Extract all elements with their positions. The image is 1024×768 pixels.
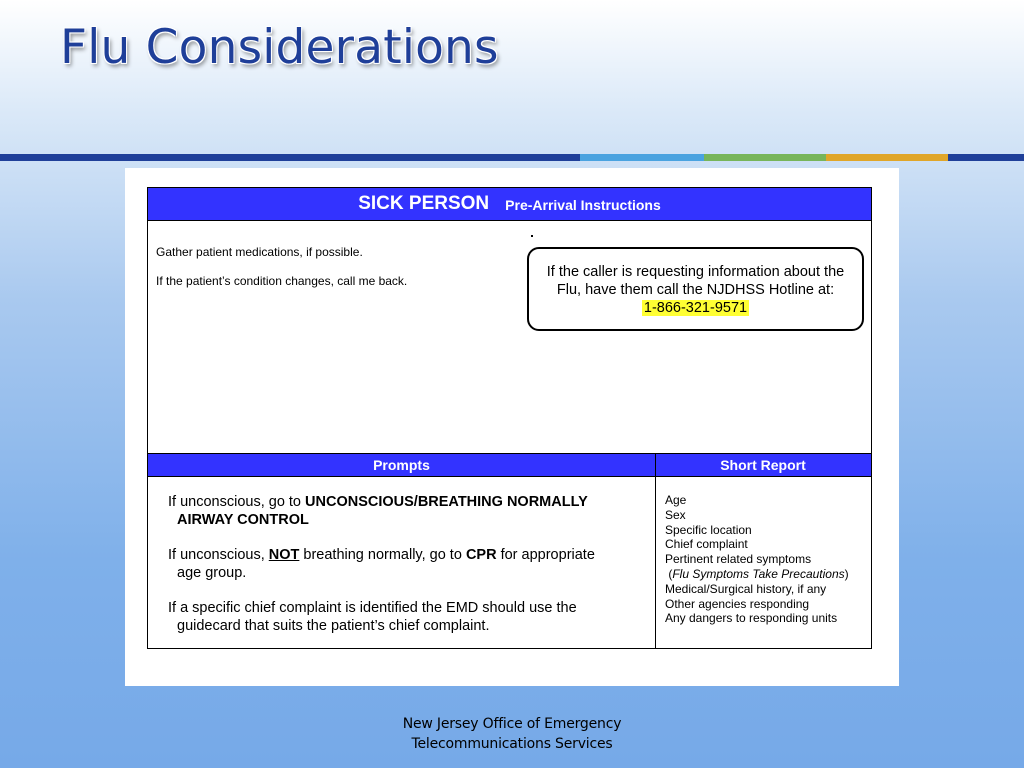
prompt-text: guidecard that suits the patient’s chief complaint. xyxy=(177,618,490,634)
prompt-text: If unconscious, xyxy=(168,547,269,563)
report-item: Medical/Surgical history, if any xyxy=(665,581,827,596)
report-item: Any dangers to responding units xyxy=(665,611,838,626)
accent-segment xyxy=(580,154,704,161)
prompt-chief-complaint xyxy=(168,599,638,635)
prompt-emphasis: UNCONSCIOUS/BREATHING NORMALLY xyxy=(305,494,588,510)
hotline-callout xyxy=(527,247,864,331)
guidecard-image xyxy=(125,168,899,686)
prompt-text: for appropriate xyxy=(496,547,595,563)
short-report-header: Short Report xyxy=(720,457,806,473)
slide-title: Flu Considerations xyxy=(60,20,499,75)
instruction-1: Gather patient medications, if possible. xyxy=(156,245,363,259)
prompt-not-breathing-cpr xyxy=(168,546,638,582)
hotline-line-2: Flu, have them call the NJDHSS Hotline at: xyxy=(556,282,835,298)
footer-line-1: New Jersey Office of Emergency xyxy=(402,716,622,732)
stray-mark xyxy=(531,235,533,237)
accent-segment xyxy=(704,154,826,161)
accent-bar xyxy=(0,154,1024,161)
prompt-text: breathing normally, go to xyxy=(299,547,466,563)
prompts-header: Prompts xyxy=(373,457,430,473)
report-item: Pertinent related symptoms xyxy=(665,552,812,567)
hotline-phone-number: 1-866-321-9571 xyxy=(643,300,748,316)
footer-line-2: Telecommunications Services xyxy=(411,736,613,752)
prompt-emphasis: CPR xyxy=(465,547,497,563)
report-text: ) xyxy=(844,566,849,581)
prompt-text: If a specific chief complaint is identified the EMD should use the xyxy=(168,600,577,616)
report-item: Sex xyxy=(665,507,686,522)
prompt-text: If unconscious, go to xyxy=(168,494,306,510)
report-italic-note: Flu Symptoms Take Precautions xyxy=(672,566,845,581)
footer-organization xyxy=(362,714,662,754)
report-item: Age xyxy=(665,493,687,507)
card-subtitle: Pre-Arrival Instructions xyxy=(505,197,661,213)
section-header-bar xyxy=(148,453,871,477)
column-divider xyxy=(655,453,656,649)
accent-segment xyxy=(0,154,580,161)
short-report-list xyxy=(665,493,849,626)
accent-segment xyxy=(826,154,948,161)
report-item: Specific location xyxy=(665,522,752,537)
sick-person-card xyxy=(147,187,872,649)
card-title: SICK PERSON xyxy=(358,193,490,214)
card-header xyxy=(148,188,871,221)
prompt-not-emphasis: NOT xyxy=(268,547,300,563)
accent-segment xyxy=(948,154,1024,161)
instruction-2: If the patient’s condition changes, call me back. xyxy=(156,274,408,288)
prompt-text: age group. xyxy=(177,565,247,581)
report-item: Chief complaint xyxy=(665,537,748,552)
prompt-emphasis: AIRWAY CONTROL xyxy=(177,512,309,528)
report-item-flu-note xyxy=(665,567,849,582)
prompt-unconscious-airway xyxy=(168,493,638,529)
report-item: Other agencies responding xyxy=(665,596,810,611)
report-text: ( xyxy=(665,566,673,581)
hotline-line-1: If the caller is requesting information about the xyxy=(546,264,845,280)
